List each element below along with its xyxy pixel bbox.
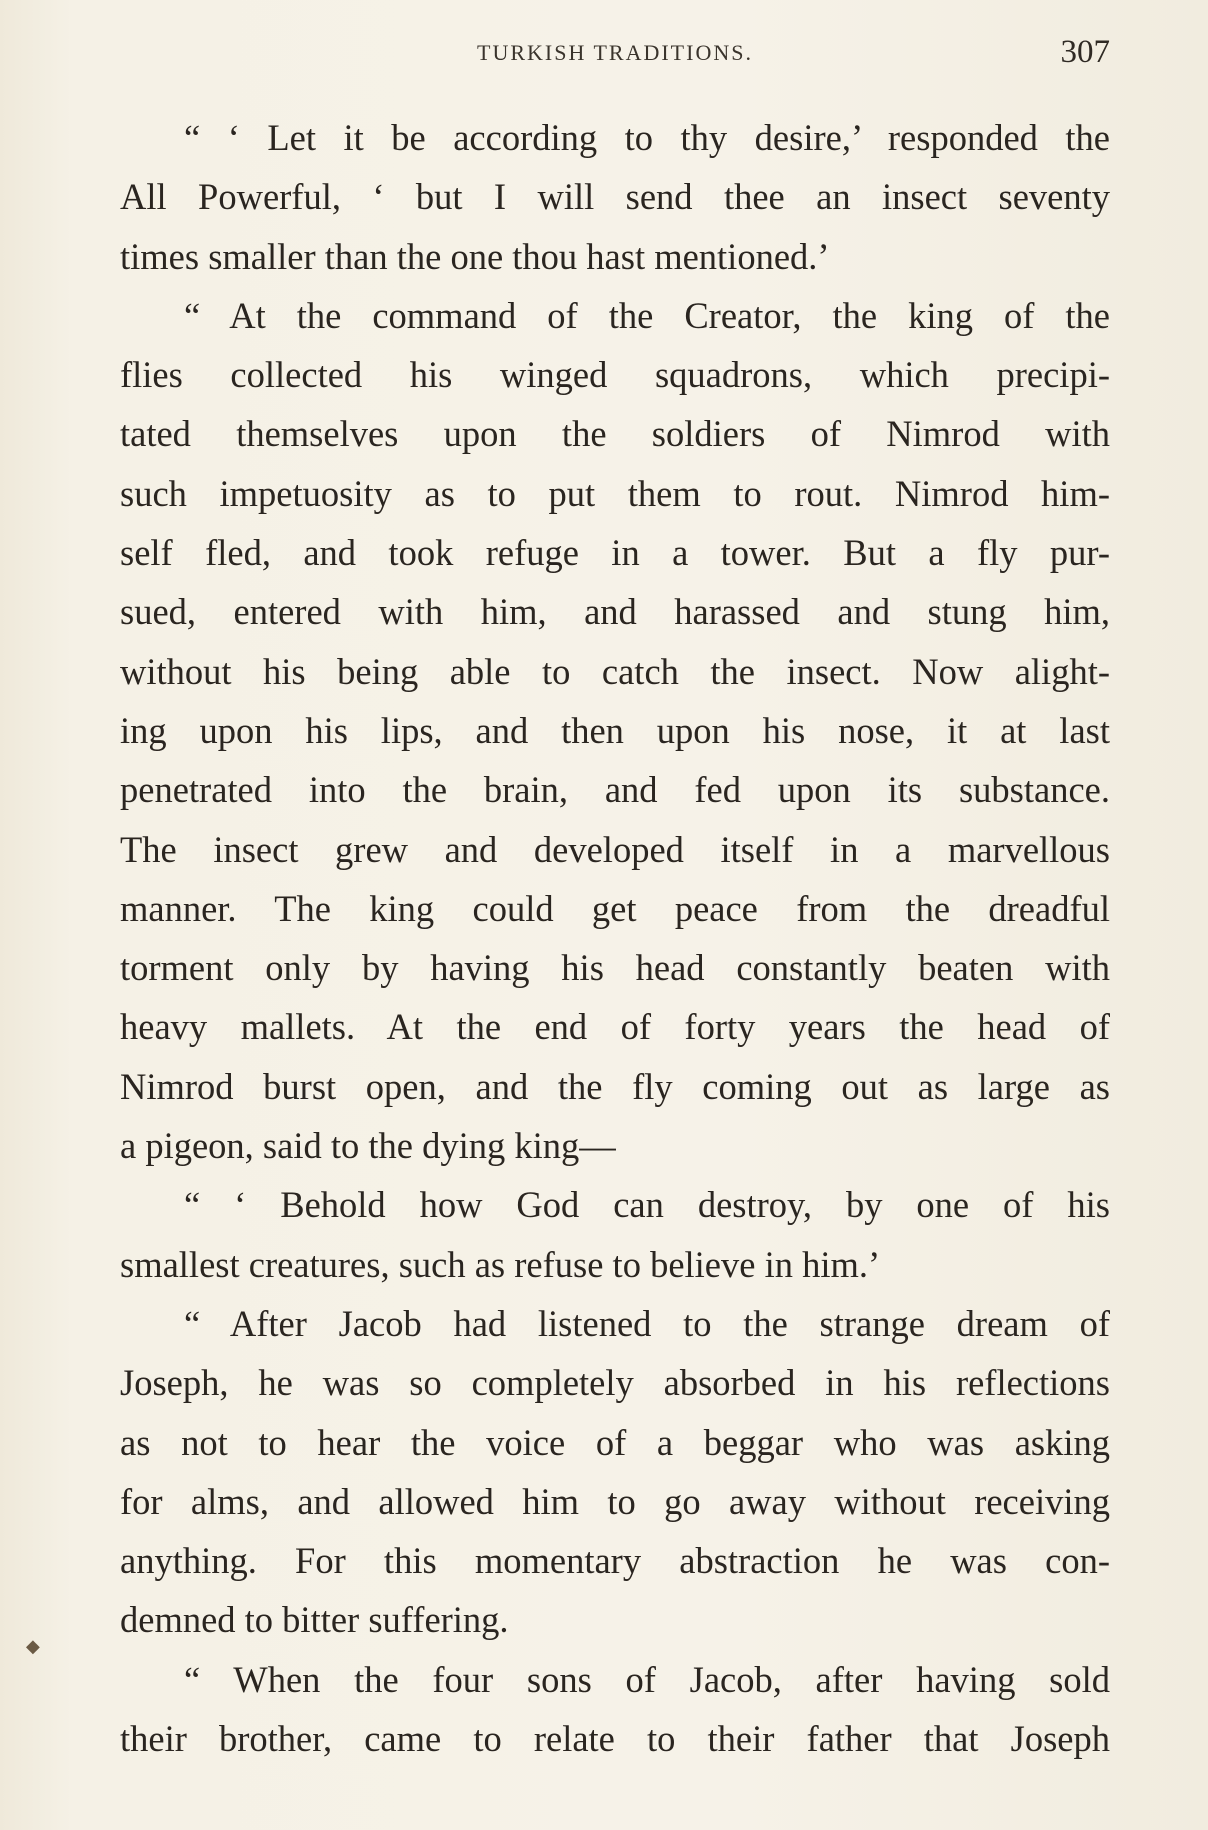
text-line: their brother, came to relate to their father that Joseph (120, 1718, 1110, 1760)
text-line: a pigeon, said to the dying king— (120, 1125, 616, 1167)
text-line: tated themselves upon the soldiers of Nimrod with (120, 413, 1110, 455)
page-number: 307 (1060, 34, 1110, 70)
text-line: times smaller than the one thou hast mentioned.’ (120, 235, 830, 277)
text-line: heavy mallets. At the end of forty years the head of (120, 1006, 1110, 1048)
text-line: as not to hear the voice of a beggar who was asking (120, 1421, 1110, 1463)
body-text (120, 108, 1110, 1768)
text-line: “ ‘ Let it be according to thy desire,’ responded the (184, 117, 1110, 158)
text-line: manner. The king could get peace from the dreadful (120, 887, 1110, 929)
text-line: sued, entered with him, and harassed and stung him, (120, 591, 1110, 633)
text-line: “ After Jacob had listened to the strange dream of (184, 1302, 1110, 1344)
text-line: The insect grew and developed itself in a marvellous (120, 828, 1110, 870)
text-line: “ When the four sons of Jacob, after having sold (184, 1658, 1110, 1700)
text-line: All Powerful, ‘ but I will send thee an insect seventy (120, 176, 1110, 218)
text-line: smallest creatures, such as refuse to believe in him.’ (120, 1243, 881, 1285)
text-line: demned to bitter suffering. (120, 1599, 509, 1641)
text-line: penetrated into the brain, and fed upon its substance. (120, 769, 1110, 811)
running-title: TURKISH TRADITIONS. (477, 40, 753, 65)
marginal-mark: ◆ (26, 1636, 40, 1656)
text-line: without his being able to catch the insect. Now alight- (120, 650, 1110, 692)
running-head (120, 34, 1110, 74)
text-line: flies collected his winged squadrons, which precipi- (120, 354, 1110, 396)
text-line: such impetuosity as to put them to rout. Nimrod him- (120, 472, 1110, 514)
text-line: “ ‘ Behold how God can destroy, by one of his (184, 1184, 1110, 1226)
text-line: “ At the command of the Creator, the king of the (184, 294, 1110, 336)
text-line: for alms, and allowed him to go away without receiving (120, 1480, 1110, 1522)
text-line: Nimrod burst open, and the fly coming out as large as (120, 1065, 1110, 1107)
text-line: anything. For this momentary abstraction he was con- (120, 1540, 1110, 1582)
text-line: self fled, and took refuge in a tower. But a fly pur- (120, 532, 1110, 574)
text-line: Joseph, he was so completely absorbed in his reflections (120, 1362, 1110, 1404)
text-line: ing upon his lips, and then upon his nose, it at last (120, 709, 1110, 751)
text-line: torment only by having his head constantly beaten with (120, 947, 1110, 989)
